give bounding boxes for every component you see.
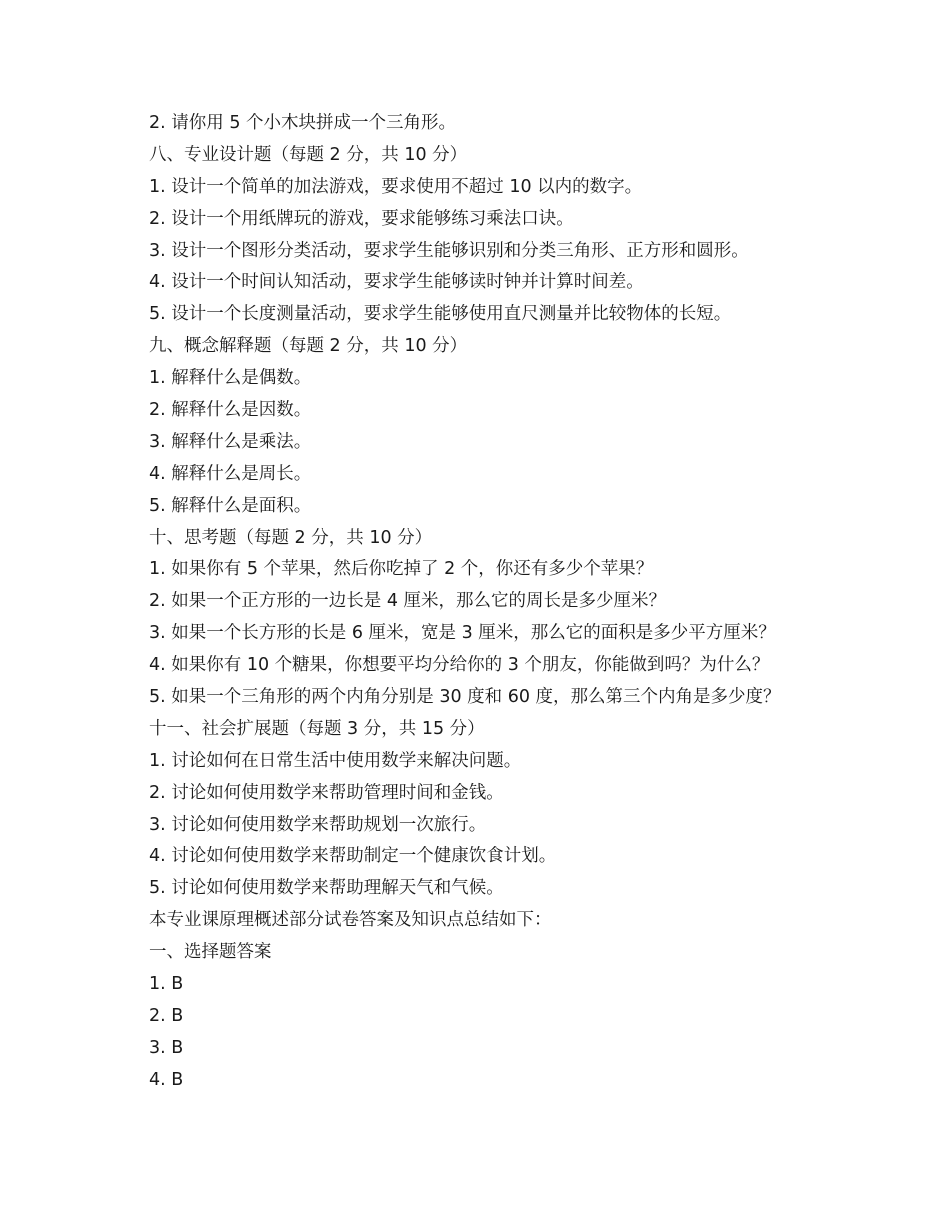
section-heading: 十一、社会扩展题（每题 3 分，共 15 分） xyxy=(149,718,485,739)
question-line: 1. 如果你有 5 个苹果，然后你吃掉了 2 个，你还有多少个苹果？ xyxy=(149,559,654,580)
answer-line: 3. B xyxy=(149,1037,184,1058)
answer-intro: 本专业课原理概述部分试卷答案及知识点总结如下： xyxy=(149,910,552,931)
answer-line: 1. B xyxy=(149,974,184,995)
question-line: 2. 解释什么是因数。 xyxy=(149,400,312,421)
question-line: 1. 解释什么是偶数。 xyxy=(149,368,312,389)
question-line: 3. 如果一个长方形的长是 6 厘米，宽是 3 厘米，那么它的面积是多少平方厘米？ xyxy=(149,623,776,644)
question-line: 3. 设计一个图形分类活动，要求学生能够识别和分类三角形、正方形和圆形。 xyxy=(149,240,749,261)
answer-line: 4. B xyxy=(149,1069,184,1090)
question-line: 1. 设计一个简单的加法游戏，要求使用不超过 10 以内的数字。 xyxy=(149,176,643,197)
question-line: 4. 设计一个时间认知活动，要求学生能够读时钟并计算时间差。 xyxy=(149,272,644,293)
question-line: 4. 如果你有 10 个糖果，你想要平均分给你的 3 个朋友，你能做到吗？为什么？ xyxy=(149,655,770,676)
document-body xyxy=(149,108,909,1097)
question-line: 2. 请你用 5 个小木块拼成一个三角形。 xyxy=(149,113,457,133)
question-line: 2. 讨论如何使用数学来帮助管理时间和金钱。 xyxy=(149,782,504,803)
section-heading: 八、专业设计题（每题 2 分，共 10 分） xyxy=(149,144,468,165)
section-heading: 九、概念解释题（每题 2 分，共 10 分） xyxy=(149,336,468,357)
question-line: 3. 解释什么是乘法。 xyxy=(149,431,312,452)
question-line: 2. 设计一个用纸牌玩的游戏，要求能够练习乘法口诀。 xyxy=(149,208,574,229)
section-heading: 十、思考题（每题 2 分，共 10 分） xyxy=(149,527,433,548)
question-line: 5. 设计一个长度测量活动，要求学生能够使用直尺测量并比较物体的长短。 xyxy=(149,304,732,325)
question-line: 4. 解释什么是周长。 xyxy=(149,463,312,484)
question-line: 1. 讨论如何在日常生活中使用数学来解决问题。 xyxy=(149,750,522,771)
question-line: 5. 讨论如何使用数学来帮助理解天气和气候。 xyxy=(149,878,504,899)
question-line: 5. 解释什么是面积。 xyxy=(149,495,312,516)
answer-section-heading: 一、选择题答案 xyxy=(149,942,272,963)
question-line: 3. 讨论如何使用数学来帮助规划一次旅行。 xyxy=(149,814,487,835)
answer-line: 2. B xyxy=(149,1005,184,1026)
question-line: 5. 如果一个三角形的两个内角分别是 30 度和 60 度，那么第三个内角是多少度？ xyxy=(149,687,781,708)
question-line: 2. 如果一个正方形的一边长是 4 厘米，那么它的周长是多少厘米？ xyxy=(149,591,667,612)
question-line: 4. 讨论如何使用数学来帮助制定一个健康饮食计划。 xyxy=(149,846,557,867)
